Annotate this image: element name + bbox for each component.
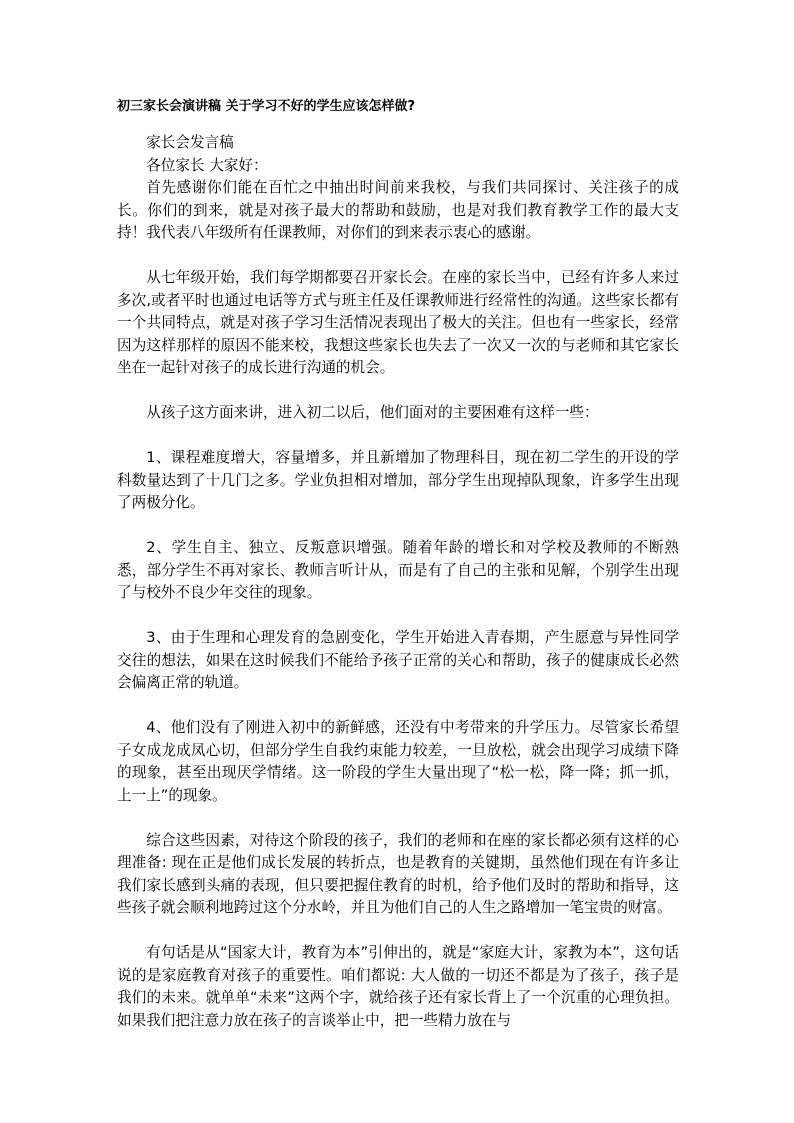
document-body: [117, 96, 679, 1032]
paragraph-thanks: 首先感谢你们能在百忙之中抽出时间前来我校，与我们共同探讨、关注孩子的成长。你们的到来，就是对孩子最大的帮助和鼓励，也是对我们教育教学工作的最大支持！我代表八年级所有任课教师，对你们的到来表示衷心的感谢。: [117, 179, 679, 241]
paragraph-gap: [117, 807, 679, 830]
paragraph-gap: [117, 380, 679, 403]
paragraph-meetings: 从七年级开始，我们每学期都要召开家长会。在座的家长当中，已经有许多人来过多次,或者平时也通过电话等方式与班主任及任课教师进行经常性的沟通。这些家长都有一个共同特点，就是对孩子学习生活情况表现出了极大的关注。但也有一些家长，经常因为这样那样的原因不能来校，我想这些家长也失去了一次又一次的与老师和其它家长坐在一起针对孩子的成长进行沟通的机会。: [117, 269, 679, 376]
paragraph-difficulties-intro: 从孩子这方面来讲，进入初二以后，他们面对的主要困难有这样一些：: [146, 404, 599, 421]
paragraph-summary: 综合这些因素，对待这个阶段的孩子，我们的老师和在座的家长都必须有这样的心理准备: 现在正是他们成长发展的转折点，也是教育的关键期，虽然他们现在有许多让我们家长感到头痛的表现，但只要把握住教育的时机，给予他们及时的帮助和指导，这些孩子就会顺利地跨过这个分水岭，并且为他们自己的人生之路增加一笔宝贵的财富。: [117, 831, 679, 916]
paragraph-gap: [117, 515, 679, 538]
paragraph-gap: [117, 605, 679, 628]
paragraph-gap: [117, 425, 679, 448]
paragraph-gap: [117, 245, 679, 268]
paragraph-greeting: 各位家长 大家好：: [146, 156, 268, 174]
paragraph-point-4: 4、他们没有了刚进入初中的新鲜感，还没有中考带来的升学压力。尽管家长希望子女成龙成凤心切，但部分学生自我约束能力较差，一旦放松，就会出现学习成绩下降的现象，甚至出现厌学情绪。这一阶段的学生大量出现了“松一松，降一降；抓一抓，上一上”的现象。: [117, 719, 679, 804]
paragraph-point-3: 3、由于生理和心理发育的急剧变化，学生开始进入青春期，产生愿意与异性同学交往的想法，如果在这时候我们不能给予孩子正常的关心和帮助，孩子的健康成长必然会偏离正常的轨道。: [117, 629, 679, 691]
paragraph-gap: [117, 920, 679, 943]
paragraph-point-1: 1、课程难度增大，容量增多，并且新增加了物理科目，现在初二学生的开设的学科数量达到了十几门之多。学业负担相对增加，部分学生出现掉队现象，许多学生出现了两极分化。: [117, 449, 679, 511]
paragraph-gap: [117, 695, 679, 718]
paragraph-point-2: 2、学生自主、独立、反叛意识增强。随着年龄的增长和对学校及教师的不断熟悉，部分学生不再对家长、教师言听计从，而是有了自己的主张和见解，个别学生出现了与校外不良少年交往的现象。: [117, 539, 679, 601]
paragraph-family-education: 有句话是从“国家大计，教育为本”引伸出的，就是“家庭大计，家教为本”，这句话说的是家庭教育对孩子的重要性。咱们都说: 大人做的一切还不都是为了孩子，孩子是我们的未来。就单单“未来”这两个字，就给孩子还有家长背上了一个沉重的心理负担。如果我们把注意力放在孩子的言谈举止中，把一些精力放在与: [117, 944, 679, 1029]
paragraph-heading: 家长会发言稿: [146, 134, 234, 151]
document-title: 初三家长会演讲稿 关于学习不好的学生应该怎样做?: [117, 99, 416, 114]
